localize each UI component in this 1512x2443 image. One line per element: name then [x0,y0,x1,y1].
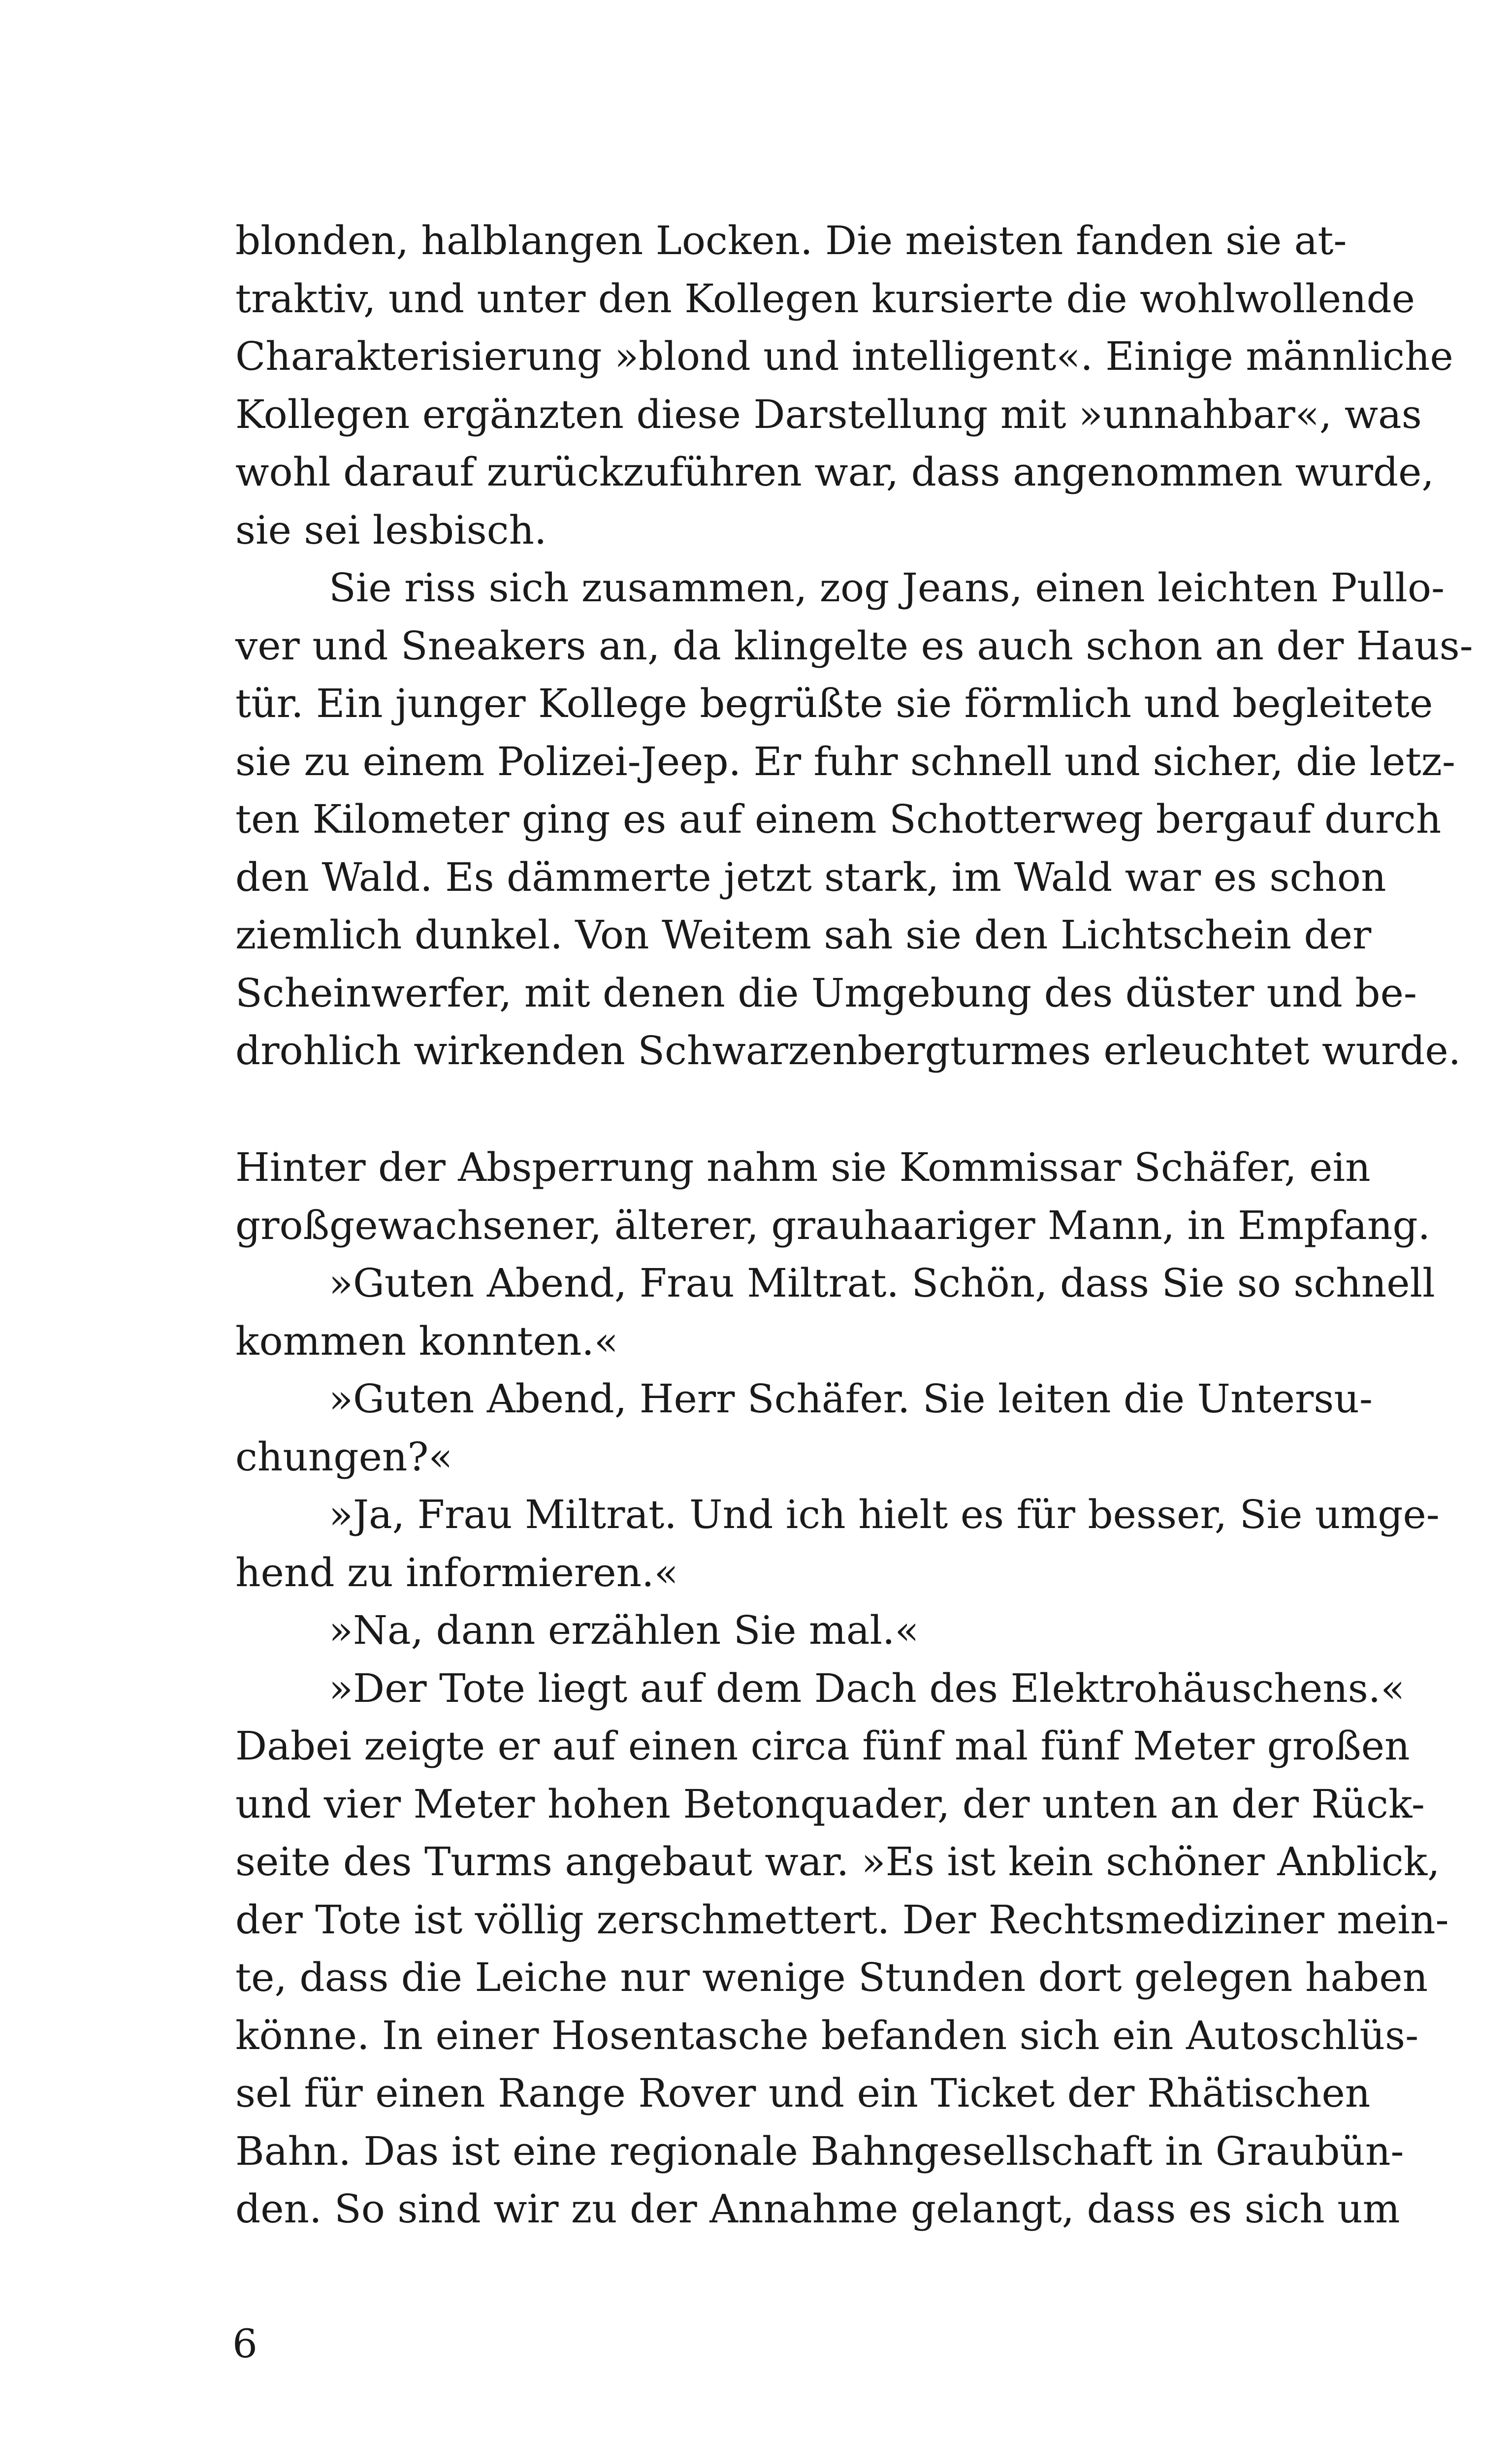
dialogue-paragraph [235,1370,1373,1486]
text-line: der Tote ist völlig zerschmettert. Der Rechtsmediziner mein- [235,1896,1449,1943]
text-line: sie zu einem Polizei-Jeep. Er fuhr schnell und sicher, die letz- [235,738,1455,784]
text-line: »Na, dann erzählen Sie mal.« [329,1607,919,1653]
text-line: kommen konnten.« [235,1318,618,1364]
paragraph [235,559,1473,1080]
text-line: traktiv, und unter den Kollegen kursierte die wohlwollende [235,275,1415,322]
text-line: chungen?« [235,1433,453,1480]
text-line: Sie riss sich zusammen, zog Jeans, einen leichten Pullo- [329,565,1445,611]
dialogue-paragraph [235,1486,1440,1601]
text-line: Scheinwerfer, mit denen die Umgebung des düster und be- [235,970,1417,1016]
dialogue-paragraph [235,1601,1318,1660]
text-line: den Wald. Es dämmerte jetzt stark, im Wald war es schon [235,854,1386,900]
dialogue-paragraph [235,1660,1449,2238]
text-line: großgewachsener, älterer, grauhaariger Mann, in Empfang. [235,1202,1430,1248]
text-line: Charakterisierung »blond und intelligent«. Einige männliche [235,333,1453,379]
text-line: blonden, halblangen Locken. Die meisten fanden sie at- [235,218,1347,263]
text-line: hend zu informieren.« [235,1549,678,1596]
dialogue-paragraph [235,1254,1435,1370]
text-line: sie sei lesbisch. [235,507,547,553]
text-line: »Guten Abend, Herr Schäfer. Sie leiten die Untersu- [329,1376,1373,1422]
text-line: sel für einen Range Rover und ein Ticket der Rhätischen [235,2070,1371,2116]
text-line: drohlich wirkenden Schwarzenbergturmes erleuchtet wurde. [235,1028,1461,1074]
text-line: Kollegen ergänzten diese Darstellung mit »unnahbar«, was [235,391,1422,437]
text-line: und vier Meter hohen Betonquader, der unten an der Rück- [235,1781,1425,1827]
text-line: »Ja, Frau Miltrat. Und ich hielt es für besser, Sie umge- [329,1492,1440,1537]
text-line: Dabei zeigte er auf einen circa fünf mal fünf Meter großen [235,1723,1410,1769]
text-line: »Der Tote liegt auf dem Dach des Elektrohäuschens.« [329,1665,1405,1711]
paragraph [235,1139,1430,1254]
text-line: Bahn. Das ist eine regionale Bahngesellschaft in Graubün- [235,2128,1404,2174]
text-line: Hinter der Absperrung nahm sie Kommissar Schäfer, ein [235,1144,1371,1190]
text-line: ziemlich dunkel. Von Weitem sah sie den Lichtschein der [235,912,1372,958]
text-line: ver und Sneakers an, da klingelte es auch schon an der Haus- [235,622,1473,669]
paragraph [235,212,1453,559]
text-line: »Guten Abend, Frau Miltrat. Schön, dass Sie so schnell [329,1260,1435,1306]
section-two [235,1139,1449,2238]
text-line: seite des Turms angebaut war. »Es ist kein schöner Anblick, [235,1839,1440,1885]
text-line: wohl darauf zurückzuführen war, dass angenommen wurde, [235,449,1434,495]
section-one [235,212,1473,1080]
text-line: den. So sind wir zu der Annahme gelangt, dass es sich um [235,2186,1400,2232]
text-line: te, dass die Leiche nur wenige Stunden dort gelegen haben [235,1954,1428,2000]
page-number: 6 [232,2321,257,2367]
text-line: könne. In einer Hosentasche befanden sich ein Autoschlüs- [235,2012,1419,2058]
text-line: ten Kilometer ging es auf einem Schotterweg bergauf durch [235,796,1442,842]
text-line: tür. Ein junger Kollege begrüßte sie förmlich und begleitete [235,681,1433,726]
